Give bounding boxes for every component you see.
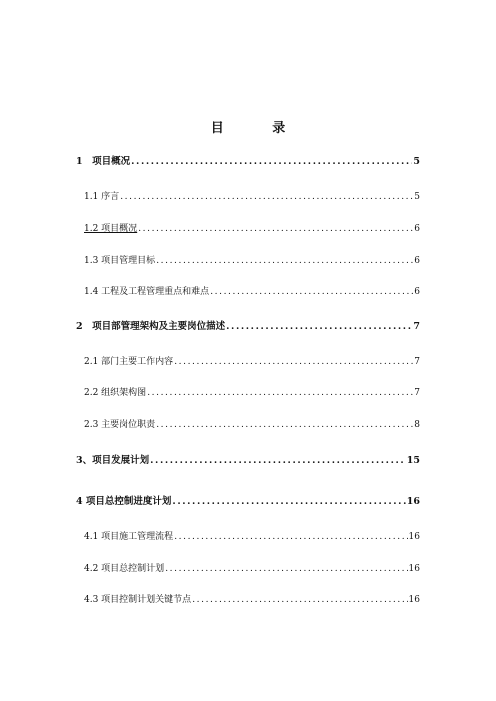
toc-leader-dots: [156, 255, 413, 267]
toc-entry-page: 16: [408, 532, 420, 542]
toc-entry-4-2[interactable]: [84, 563, 420, 575]
toc-entry-label: 2.3 主要岗位职责: [84, 420, 156, 430]
toc-leader-dots: [138, 223, 413, 235]
toc-entry-label: 4.3 项目控制计划关键节点: [84, 595, 192, 605]
toc-entry-label: 1 项目概况: [76, 156, 131, 167]
toc-leader-dots: [172, 496, 405, 508]
toc-entry-label: 1.3 项目管理目标: [84, 256, 156, 266]
toc-entry-page: 6: [414, 224, 420, 234]
toc-title: 目 录: [210, 121, 308, 136]
toc-leader-dots: [156, 419, 413, 431]
toc-entry-page: 6: [414, 287, 420, 297]
toc-entry-1-1[interactable]: [84, 191, 420, 203]
toc-entry-1-2[interactable]: [84, 223, 420, 235]
toc-leader-dots: [165, 563, 407, 575]
toc-entry-label: 4.1 项目施工管理流程: [84, 532, 174, 542]
toc-leader-dots: [131, 156, 412, 168]
toc-entry-label: 1.2 项目概况: [84, 224, 138, 234]
toc-leader-dots: [192, 594, 407, 606]
toc-entry-2[interactable]: [76, 321, 420, 333]
toc-entry-2-2[interactable]: [84, 387, 420, 399]
toc-entry-page: 16: [406, 496, 420, 507]
toc-entry-label: 1.4 工程及工程管理重点和难点: [84, 287, 210, 297]
toc-entry-label: 2.2 组织架构图: [84, 388, 147, 398]
toc-leader-dots: [174, 531, 407, 543]
toc-entry-page: 8: [414, 420, 420, 430]
toc-entry-label: 2 项目部管理架构及主要岗位描述: [76, 321, 226, 332]
toc-entry-page: 7: [414, 388, 420, 398]
toc-leader-dots: [150, 455, 406, 467]
toc-entry-page: 16: [408, 564, 420, 574]
toc-entry-4-1[interactable]: [84, 531, 420, 543]
toc-leader-dots: [120, 191, 413, 203]
toc-entry-page: 7: [413, 321, 420, 332]
toc-entry-page: 15: [406, 455, 420, 466]
toc-entry-1[interactable]: [76, 156, 420, 168]
toc-leader-dots: [226, 321, 412, 333]
toc-entry-label: 3、项目发展计划: [76, 455, 150, 466]
toc-entry-page: 6: [414, 256, 420, 266]
toc-entry-1-4[interactable]: [84, 286, 420, 298]
toc-entry-label: 4 项目总控制进度计划: [76, 496, 172, 507]
toc-leader-dots: [210, 286, 413, 298]
toc-entry-1-3[interactable]: [84, 255, 420, 267]
toc-entry-label: 2.1 部门主要工作内容: [84, 357, 174, 367]
toc-leader-dots: [147, 387, 413, 399]
toc-entry-4[interactable]: [76, 496, 420, 508]
toc-leader-dots: [174, 356, 413, 368]
toc-entry-2-1[interactable]: [84, 356, 420, 368]
toc-entry-page: 16: [408, 595, 420, 605]
toc-entry-label: 4.2 项目总控制计划: [84, 564, 165, 574]
toc-entry-3[interactable]: [76, 455, 420, 467]
toc-entry-4-3[interactable]: [84, 594, 420, 606]
toc-entry-page: 5: [413, 156, 420, 167]
toc-entry-page: 5: [414, 192, 420, 202]
toc-entry-label: 1.1 序言: [84, 192, 120, 202]
toc-entry-page: 7: [414, 357, 420, 367]
toc-entry-2-3[interactable]: [84, 419, 420, 431]
